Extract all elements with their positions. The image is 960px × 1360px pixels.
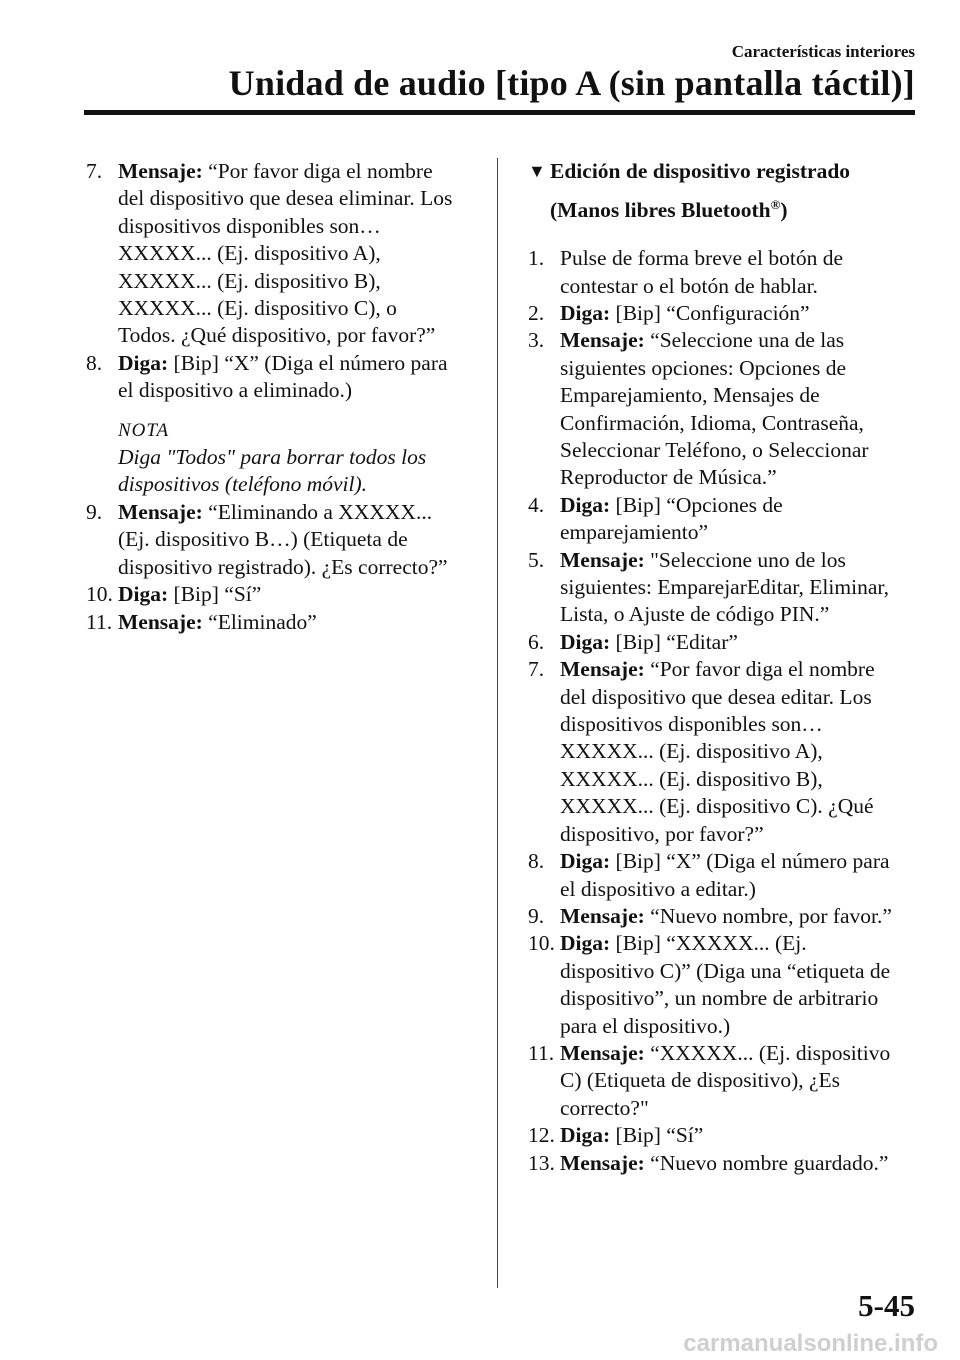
list-item — [528, 1150, 918, 1177]
item-number: 8. — [86, 350, 103, 375]
list-item — [528, 848, 918, 903]
item-line: XXXXX... (Ej. dispositivo A), — [118, 241, 381, 266]
list-item — [528, 930, 918, 1040]
item-line: (Ej. dispositivo B…) (Etiqueta de — [118, 527, 408, 552]
right-column — [528, 158, 918, 1177]
note-line: Diga "Todos" para borrar todos los — [118, 445, 427, 470]
item-number: 1. — [528, 246, 545, 271]
item-line — [118, 158, 481, 185]
list-item — [528, 245, 918, 300]
item-number: 13. — [528, 1150, 555, 1175]
item-line — [118, 609, 481, 636]
item-number: 7. — [86, 159, 103, 183]
list-item — [528, 1040, 918, 1122]
item-text: [Bip] “Configuración” — [615, 300, 810, 325]
item-line: siguientes: EmparejarEditar, Eliminar, — [560, 575, 890, 600]
item-line: XXXXX... (Ej. dispositivo B), — [118, 268, 381, 293]
item-line — [560, 656, 918, 683]
item-keyword: Mensaje: — [560, 1150, 645, 1175]
list-item — [528, 327, 918, 491]
list-item — [528, 903, 918, 930]
watermark-site: carmanualsonline.info — [683, 1330, 938, 1357]
item-line — [560, 903, 918, 930]
item-line — [560, 327, 918, 354]
item-line: Lista, o Ajuste de código PIN.” — [560, 602, 830, 627]
item-line — [560, 1122, 918, 1149]
section-subheading — [528, 154, 918, 227]
item-keyword: Diga: — [560, 629, 611, 654]
item-line: contestar o el botón de hablar. — [560, 273, 818, 298]
item-line: XXXXX... (Ej. dispositivo B), — [560, 766, 823, 791]
item-keyword: Diga: — [560, 849, 611, 874]
item-text: “Nuevo nombre guardado.” — [650, 1150, 889, 1175]
item-line — [560, 629, 918, 656]
note-title: NOTA — [118, 419, 170, 441]
list-item — [86, 350, 481, 405]
item-line: siguientes opciones: Opciones de — [560, 355, 847, 380]
item-line: Confirmación, Idioma, Contraseña, — [560, 410, 864, 435]
item-text: [Bip] “Sí” — [173, 582, 262, 607]
item-line: XXXXX... (Ej. dispositivo C), o — [118, 296, 397, 321]
item-keyword: Diga: — [560, 300, 611, 325]
item-keyword: Mensaje: — [118, 499, 203, 524]
item-number: 6. — [528, 629, 545, 654]
item-text: "Seleccione uno de los — [650, 547, 846, 572]
item-text: “Por favor diga el nombre — [208, 159, 433, 183]
item-line: dispositivos disponibles son… — [118, 213, 381, 238]
item-text: [Bip] “XXXXX... (Ej. — [615, 931, 807, 956]
item-line — [560, 848, 918, 875]
item-line: dispositivo”, un nombre de arbitrario — [560, 986, 879, 1011]
item-line — [560, 1040, 918, 1067]
item-number: 2. — [528, 300, 545, 325]
item-number: 7. — [528, 657, 545, 682]
item-keyword: Mensaje: — [118, 609, 203, 634]
item-keyword: Diga: — [560, 931, 611, 956]
item-line: XXXXX... (Ej. dispositivo C). ¿Qué — [560, 794, 874, 819]
list-item — [528, 492, 918, 547]
item-line: dispositivo registrado). ¿Es correcto?” — [118, 554, 448, 579]
item-keyword: Mensaje: — [560, 1040, 645, 1065]
item-line: dispositivo, por favor?” — [560, 821, 764, 846]
item-keyword: Mensaje: — [560, 657, 645, 682]
item-number: 9. — [528, 903, 545, 928]
list-item — [528, 1122, 918, 1149]
item-line — [560, 930, 918, 957]
header-rule — [84, 110, 915, 115]
page-title: Unidad de audio [tipo A (sin pantalla táctil)] — [228, 63, 915, 103]
item-number: 10. — [528, 931, 555, 956]
item-line: el dispositivo a editar.) — [560, 876, 756, 901]
triangle-down-icon: ▼ — [528, 161, 546, 181]
item-text: “Por favor diga el nombre — [650, 657, 875, 682]
item-line: el dispositivo a eliminado.) — [118, 378, 353, 403]
item-text: [Bip] “Sí” — [615, 1123, 704, 1148]
item-line — [560, 1150, 918, 1177]
item-line: Reproductor de Música.” — [560, 465, 777, 490]
item-line: XXXXX... (Ej. dispositivo A), — [560, 739, 823, 764]
item-line — [560, 492, 918, 519]
item-number: 4. — [528, 492, 545, 517]
item-line: emparejamiento” — [560, 520, 709, 545]
item-line: Seleccionar Teléfono, o Seleccionar — [560, 438, 869, 462]
item-line — [118, 581, 481, 608]
item-keyword: Mensaje: — [118, 159, 203, 183]
item-number: 11. — [86, 609, 113, 634]
item-line — [118, 350, 481, 377]
item-text: “XXXXX... (Ej. dispositivo — [650, 1040, 891, 1065]
subheading-line-1: Edición de dispositivo registrado — [550, 159, 851, 183]
left-column — [86, 158, 481, 636]
item-text: [Bip] “X” (Diga el número para — [615, 849, 890, 874]
item-text: “Nuevo nombre, por favor.” — [650, 903, 892, 928]
item-line: Emparejamiento, Mensajes de — [560, 383, 820, 408]
list-item — [86, 499, 481, 581]
item-keyword: Mensaje: — [560, 328, 645, 353]
list-item — [86, 581, 481, 608]
item-number: 9. — [86, 499, 103, 524]
item-line: para el dispositivo.) — [560, 1013, 731, 1038]
right-step-list — [528, 245, 918, 1177]
subheading-line-2: (Manos libres Bluetooth®) — [550, 197, 788, 223]
item-line: dispositivos disponibles son… — [560, 712, 823, 737]
item-keyword: Mensaje: — [560, 903, 645, 928]
page-number: 5-45 — [858, 1288, 915, 1323]
list-item — [528, 629, 918, 656]
item-number: 11. — [528, 1040, 555, 1065]
item-number: 12. — [528, 1123, 555, 1148]
item-keyword: Diga: — [560, 1123, 611, 1148]
list-item — [86, 609, 481, 636]
item-line: dispositivo C)” (Diga una “etiqueta de — [560, 958, 891, 983]
item-text: “Eliminando a XXXXX... — [208, 499, 433, 524]
item-line: Pulse de forma breve el botón de — [560, 246, 843, 271]
item-keyword: Diga: — [118, 350, 169, 375]
item-line — [560, 547, 918, 574]
item-line — [560, 300, 918, 327]
note-line: dispositivos (teléfono móvil). — [118, 472, 368, 497]
item-line: del dispositivo que desea editar. Los — [560, 684, 872, 709]
item-line: correcto?" — [560, 1095, 649, 1120]
item-number: 8. — [528, 849, 545, 874]
item-text: [Bip] “X” (Diga el número para — [173, 350, 448, 375]
list-item — [528, 547, 918, 629]
item-keyword: Mensaje: — [560, 547, 645, 572]
item-keyword: Diga: — [118, 582, 169, 607]
item-text: [Bip] “Opciones de — [615, 492, 783, 517]
list-item — [528, 656, 918, 848]
list-item — [528, 300, 918, 327]
item-number: 5. — [528, 547, 545, 572]
note-box — [86, 417, 481, 499]
item-line — [118, 499, 481, 526]
item-text: “Eliminado” — [208, 609, 317, 634]
header-section-label: Características interiores — [731, 42, 915, 61]
item-number: 3. — [528, 328, 545, 353]
list-item — [86, 158, 481, 350]
item-text: “Seleccione una de las — [650, 328, 845, 353]
column-divider — [497, 158, 498, 1288]
item-line: del dispositivo que desea eliminar. Los — [118, 186, 453, 211]
item-keyword: Diga: — [560, 492, 611, 517]
item-text: [Bip] “Editar” — [615, 629, 738, 654]
item-number: 10. — [86, 582, 113, 607]
item-line: Todos. ¿Qué dispositivo, por favor?” — [118, 323, 436, 348]
item-line: C) (Etiqueta de dispositivo), ¿Es — [560, 1068, 841, 1093]
